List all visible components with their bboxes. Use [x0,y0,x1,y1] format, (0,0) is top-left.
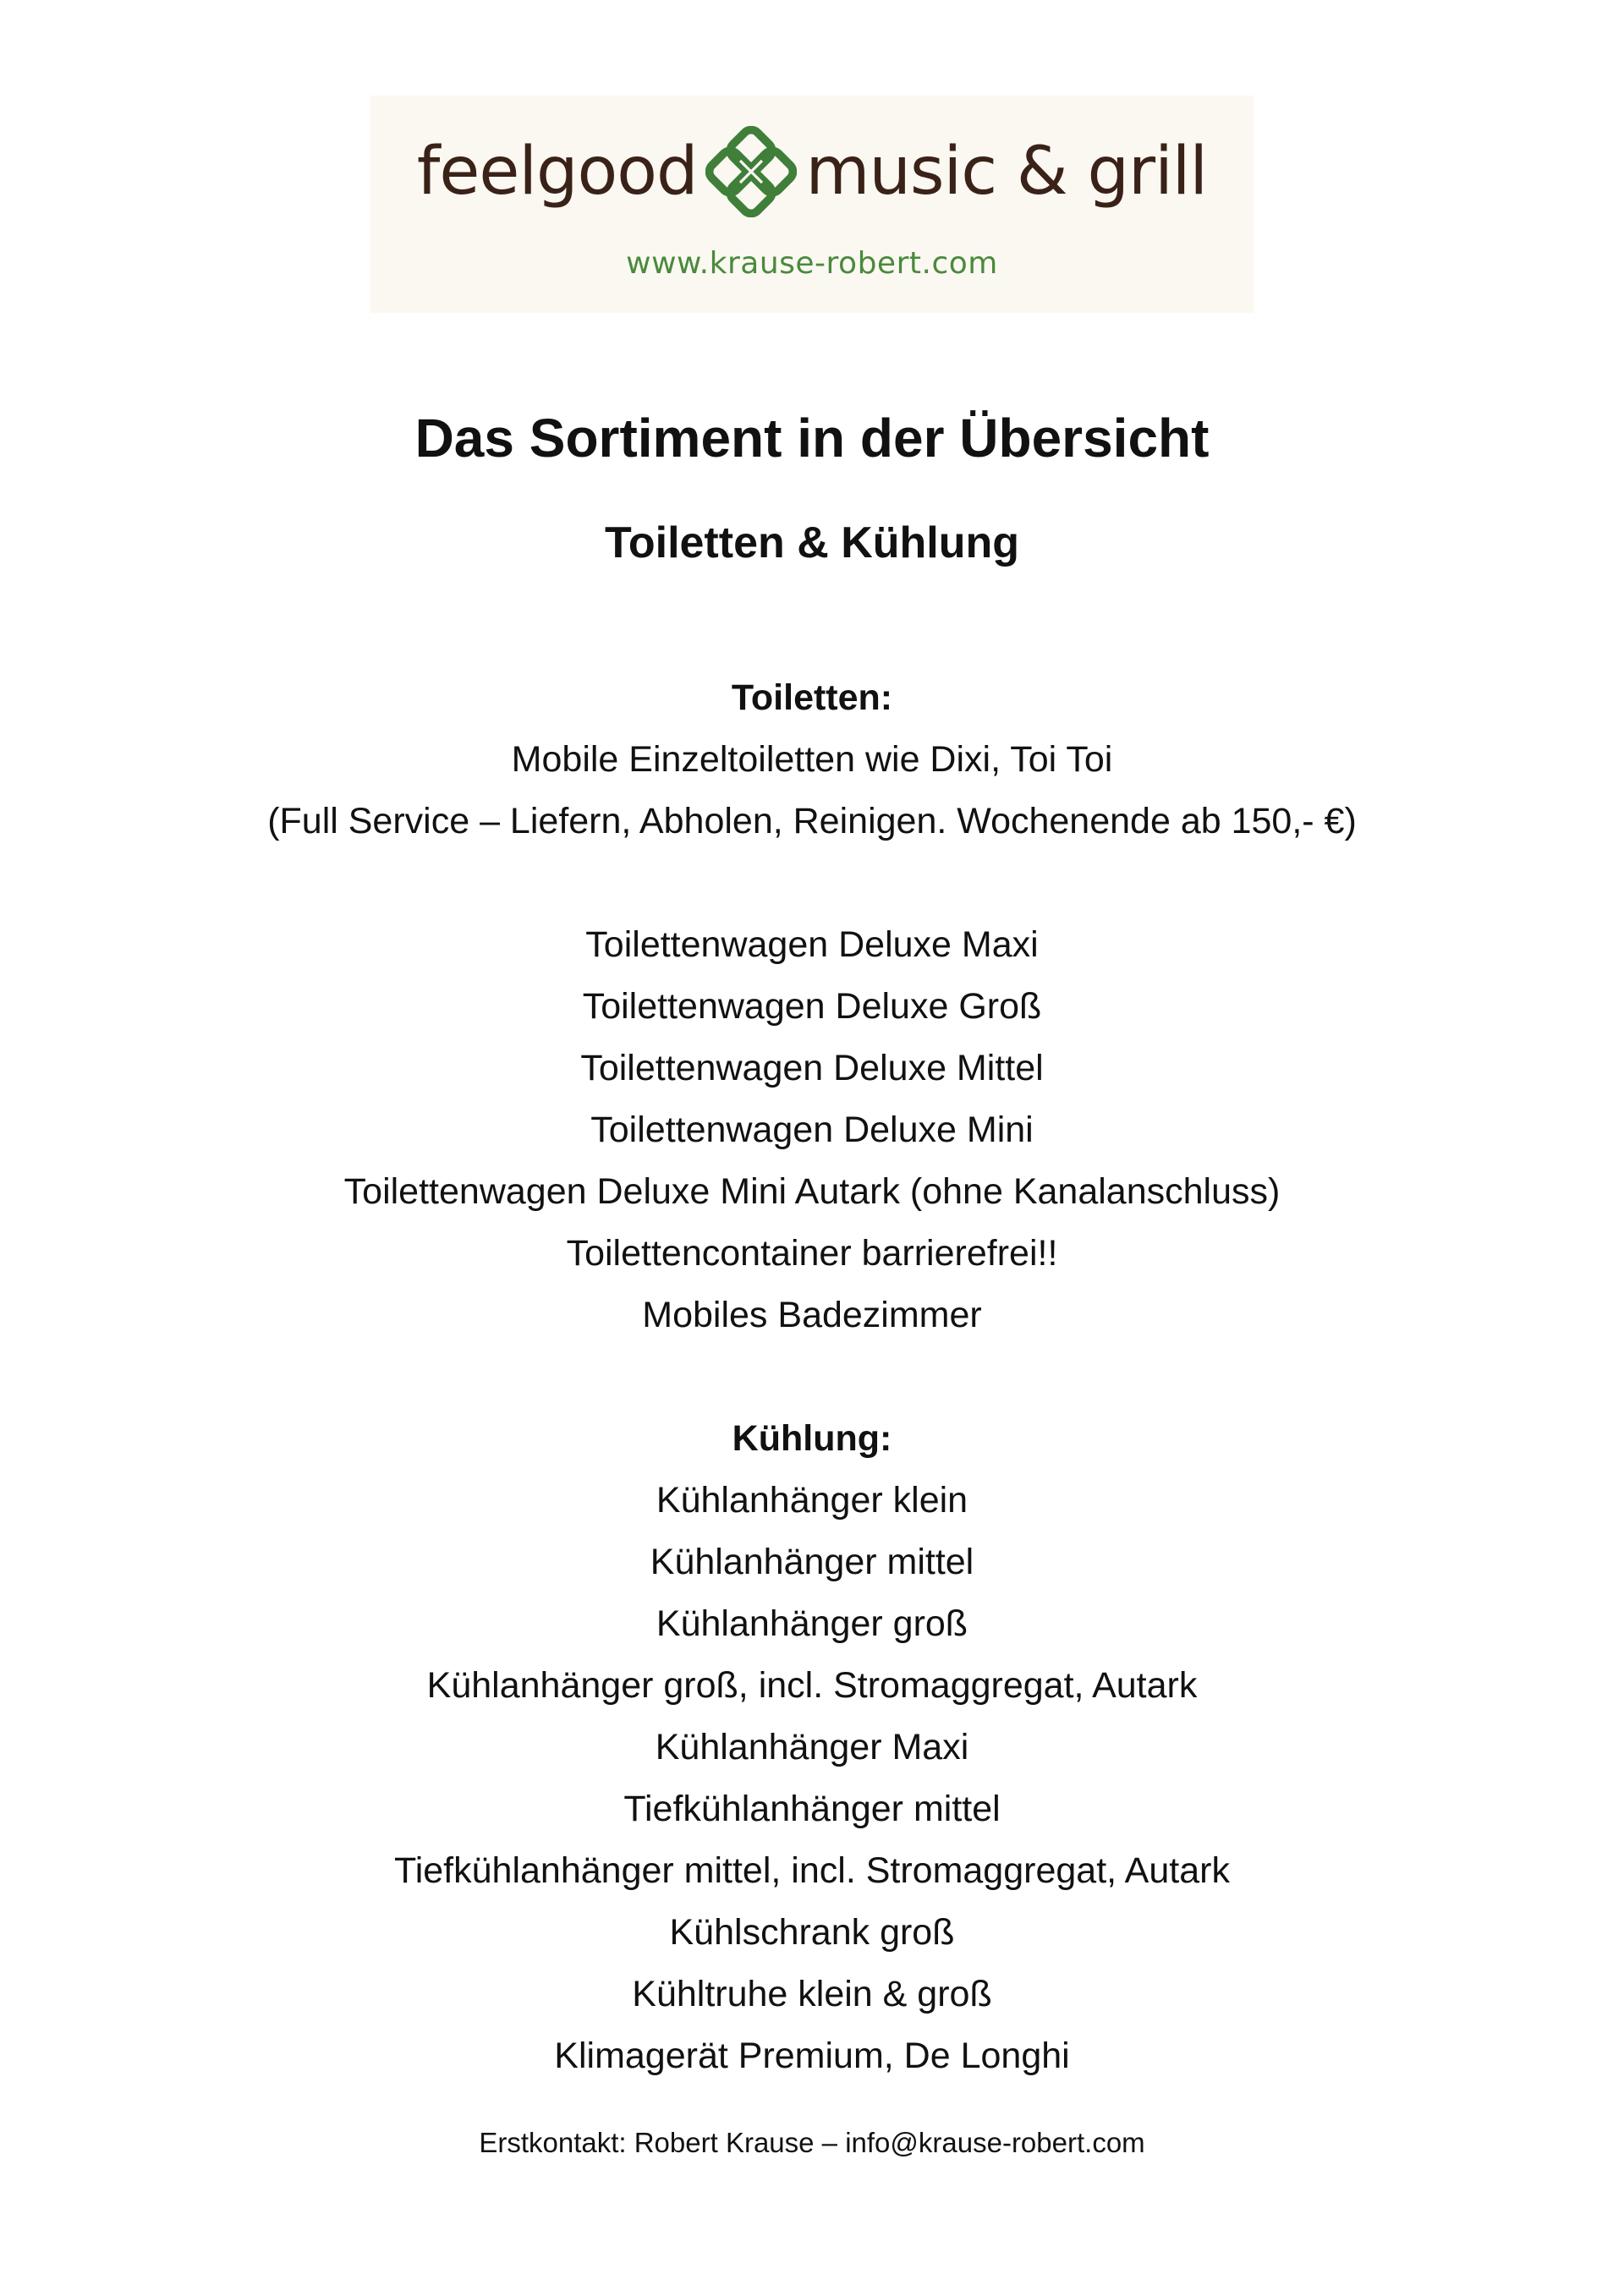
kuehlung-item: Klimagerät Premium, De Longhi [554,2036,1070,2076]
toiletten-section [0,667,1624,1346]
kuehlung-item: Tiefkühlanhänger mittel, incl. Stromaggregat, Autark [394,1850,1230,1891]
kuehlung-item: Kühlanhänger Maxi [655,1727,969,1767]
logo-url[interactable]: www.krause-robert.com [626,246,998,281]
page-subtitle: Toiletten & Kühlung [604,518,1020,567]
kuehlung-item: Tiefkühlanhänger mittel [623,1789,1001,1829]
logo-banner [370,96,1254,313]
toiletten-intro-line: Mobile Einzeltoiletten wie Dixi, Toi Toi [511,739,1113,780]
toiletten-item: Toilettenwagen Deluxe Groß [582,986,1042,1027]
logo-wordmark [370,126,1254,217]
kuehlung-section [0,1408,1624,2087]
toiletten-item: Toilettencontainer barrierefrei!! [566,1233,1058,1274]
toiletten-item: Mobiles Badezimmer [642,1295,982,1335]
toiletten-heading: Toiletten: [731,677,893,718]
kuehlung-item: Kühltruhe klein & groß [632,1974,992,2014]
kuehlung-heading: Kühlung: [732,1418,892,1459]
toiletten-item: Toilettenwagen Deluxe Mini [590,1110,1034,1150]
logo-left-word: feelgood [416,134,698,210]
footer-contact: Erstkontakt: Robert Krause – info@krause-robert.com [479,2127,1145,2158]
section-spacer [0,852,1624,914]
toiletten-intro-line: (Full Service – Liefern, Abholen, Reinigen. Wochenende ab 150,- €) [267,801,1357,841]
kuehlung-item: Kühlanhänger klein [656,1480,968,1521]
toiletten-item: Toilettenwagen Deluxe Mittel [580,1048,1044,1088]
kuehlung-item: Kühlschrank groß [669,1912,955,1953]
page-title: Das Sortiment in der Übersicht [414,408,1210,469]
kuehlung-item: Kühlanhänger groß [656,1603,968,1644]
toiletten-item: Toilettenwagen Deluxe Mini Autark (ohne Kanalanschluss) [343,1171,1281,1212]
celtic-knot-icon [705,126,797,217]
toiletten-item: Toilettenwagen Deluxe Maxi [585,924,1039,965]
kuehlung-item: Kühlanhänger mittel [650,1542,974,1582]
kuehlung-item: Kühlanhänger groß, incl. Stromaggregat, Autark [426,1665,1198,1706]
logo-right-word: music & grill [805,134,1208,210]
